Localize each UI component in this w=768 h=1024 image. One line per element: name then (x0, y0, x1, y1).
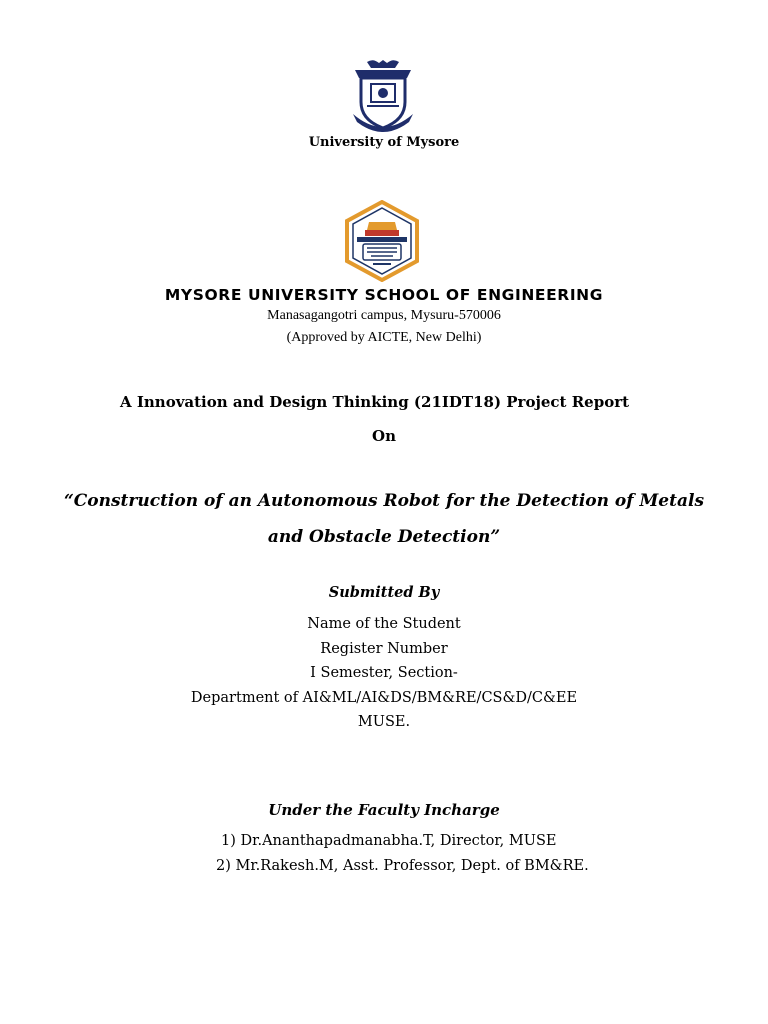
school-name: MYSORE UNIVERSITY SCHOOL OF ENGINEERING (164, 286, 604, 304)
faculty-heading: Under the Faculty Incharge (268, 801, 500, 819)
report-type: A Innovation and Design Thinking (21IDT18) Project Report (120, 393, 630, 411)
institution-abbrev: MUSE. (357, 714, 411, 730)
student-name: Name of the Student (307, 616, 461, 632)
muse-school-logo-icon (343, 200, 421, 282)
faculty-member-2: 2) Mr.Rakesh.M, Asst. Professor, Dept. of BM&RE. (216, 858, 589, 874)
semester-section: I Semester, Section- (310, 665, 458, 681)
register-number: Register Number (320, 641, 448, 657)
faculty-member-1: 1) Dr.Ananthapadmanabha.T, Director, MUSE (221, 833, 557, 849)
department: Department of AI&ML/AI&DS/BM&RE/CS&D/C&EE (190, 690, 578, 706)
university-name: University of Mysore (308, 135, 460, 150)
submitted-by-heading: Submitted By (328, 584, 440, 601)
project-title-line-1: “Construction of an Autonomous Robot for the Detection of Metals (63, 491, 705, 511)
project-title (0, 483, 768, 555)
university-of-mysore-seal-icon (349, 58, 417, 134)
school-address: Manasagangotri campus, Mysuru-570006 (267, 308, 501, 323)
approval-note: (Approved by AICTE, New Delhi) (286, 330, 482, 345)
project-title-line-2: and Obstacle Detection” (267, 527, 501, 547)
report-on: On (372, 427, 396, 445)
